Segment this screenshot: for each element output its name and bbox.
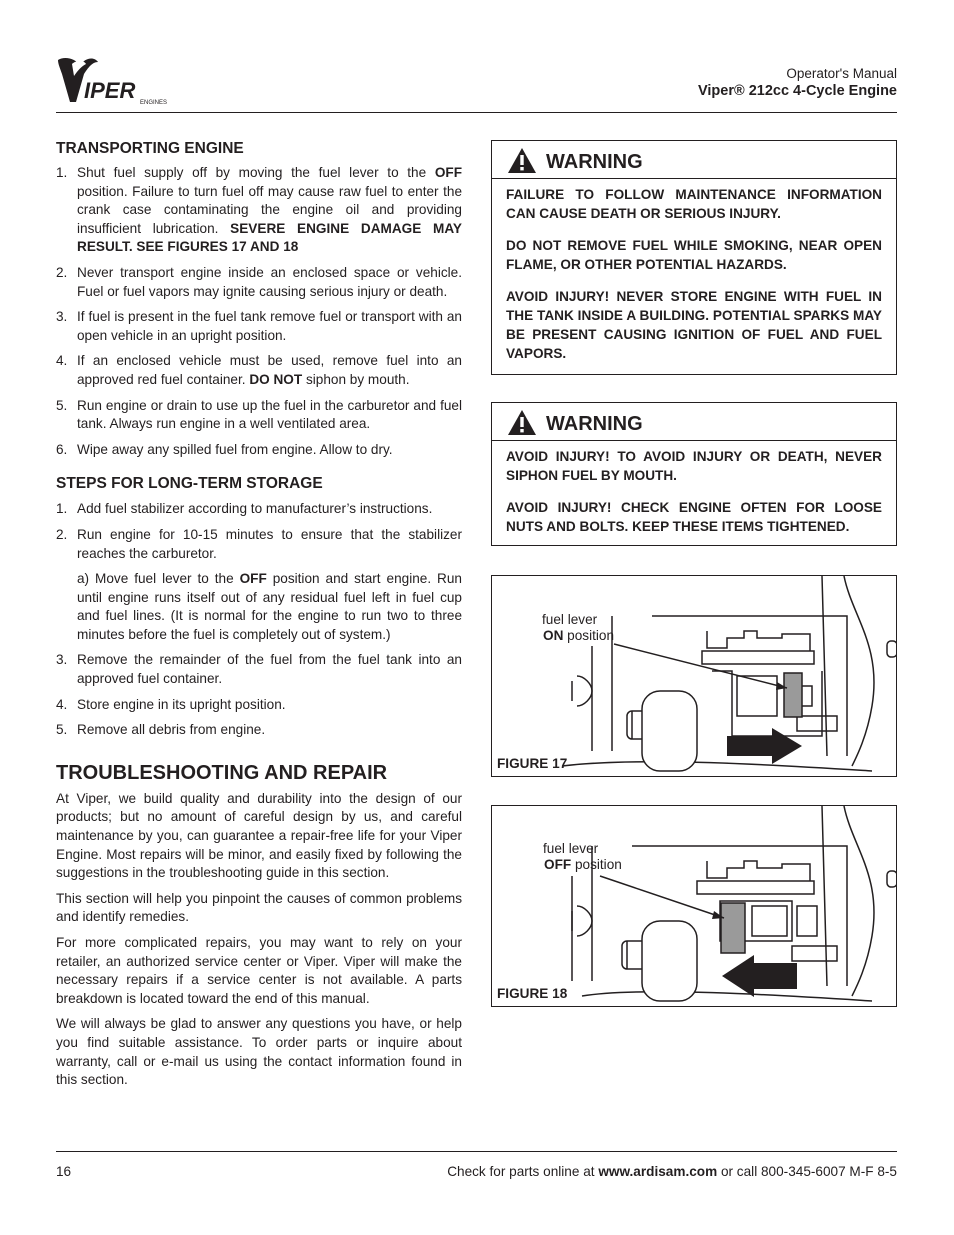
footer-contact: Check for parts online at www.ardisam.com or call 800-345-6007 M-F 8-5	[447, 1164, 897, 1179]
arrow-right-icon	[727, 728, 802, 764]
logo-wordmark: IPER	[84, 78, 136, 103]
arrow-left-icon	[722, 955, 797, 997]
storage-item-1: 1. Add fuel stabilizer according to manufacturer’s instructions.	[56, 501, 433, 517]
warning-text: FAILURE TO FOLLOW MAINTENANCE INFORMATION CAN CAUSE DEATH OR SERIOUS INJURY.	[506, 187, 882, 221]
troubleshooting-paragraph-2: This section will help you pinpoint the causes of common problems and identify remedies.	[56, 890, 462, 925]
troubleshooting-heading: TROUBLESHOOTING AND REPAIR	[56, 761, 388, 784]
viper-logo	[54, 54, 168, 108]
troubleshooting-paragraph-3: For more complicated repairs, you may want to rely on your retailer, an authorized service center or Viper. Viper will make the necessary repairs if a service center is not available. A parts breakdown is located toward the end of this manual.	[56, 935, 462, 1006]
figure-17	[491, 575, 897, 777]
transporting-heading: TRANSPORTING ENGINE	[56, 140, 244, 157]
figure-18-label: fuel lever OFF position	[543, 841, 622, 872]
warning-text: DO NOT REMOVE FUEL WHILE SMOKING, NEAR OPEN FLAME, OR OTHER POTENTIAL HAZARDS.	[506, 238, 882, 272]
left-column	[56, 139, 462, 1090]
callout-line	[600, 876, 724, 918]
page-number: 16	[56, 1164, 72, 1179]
warning-header	[492, 403, 896, 441]
document-header	[698, 66, 897, 101]
warning-text: AVOID INJURY! TO AVOID INJURY OR DEATH, NEVER SIPHON FUEL BY MOUTH.	[506, 449, 882, 483]
troubleshooting-paragraph-4: We will always be glad to answer any questions you have, or help you find suitable assistance. To order parts or inquire about warranty, call or e-mail us using the contact information found in this section.	[56, 1016, 462, 1088]
header-divider	[56, 112, 897, 113]
website-link[interactable]: www.ardisam.com	[598, 1164, 718, 1179]
fuel-lever-off	[721, 903, 745, 953]
warning-text: AVOID INJURY! CHECK ENGINE OFTEN FOR LOOSE NUTS AND BOLTS. KEEP THESE ITEMS TIGHTENED.	[506, 500, 882, 534]
footer-divider	[56, 1151, 897, 1152]
storage-item-4: 4. Store engine in its upright position.	[56, 696, 286, 712]
manual-subtitle: Operator's Manual	[786, 66, 897, 81]
warning-header	[492, 141, 896, 179]
warning-box-2	[491, 402, 897, 546]
transport-item-6: 6. Wipe away any spilled fuel from engine. Allow to dry.	[56, 441, 393, 457]
warning-body	[492, 441, 896, 536]
figure-18	[491, 805, 897, 1007]
warning-label: WARNING	[546, 151, 643, 173]
engine-fuel-lever-off-illustration	[492, 806, 897, 1007]
fuel-lever-on	[784, 673, 802, 717]
transport-item-5: 5. Run engine or drain to use up the fuel in the carburetor and fuel tank. Always run engine in a well ventilated area.	[56, 397, 462, 432]
figure-18-caption: FIGURE 18	[497, 986, 568, 1001]
figure-17-label: fuel lever ON position	[542, 612, 615, 643]
warning-body	[492, 179, 896, 363]
manual-title: Viper® 212cc 4-Cycle Engine	[697, 83, 897, 99]
storage-item-3: 3. Remove the remainder of the fuel from the fuel tank into an approved fuel container.	[56, 652, 462, 687]
transport-item-4: 4. If an enclosed vehicle must be used, remove fuel into an approved red fuel container. DO NOT siphon by mouth.	[56, 353, 462, 387]
warning-box-1	[491, 140, 897, 375]
storage-heading: STEPS FOR LONG-TERM STORAGE	[56, 475, 323, 493]
storage-item-5: 5. Remove all debris from engine.	[56, 722, 266, 738]
warning-triangle-icon	[507, 409, 537, 436]
troubleshooting-paragraph-1: At Viper, we build quality and durability into the design of our products; but no amount of careful design by us, and careful maintenance by you, can guarantee a repair-free life for your Viper Engine. Most repairs will be minor, and easily fixed by following the suggestions in the troubleshooting guide in this section.	[56, 790, 462, 881]
storage-item-2: 2. Run engine for 10-15 minutes to ensure that the stabilizer reaches the carburetor.	[56, 526, 462, 561]
storage-subitem-a: a) Move fuel lever to the OFF position and start engine. Run until engine runs itself out of any residual fuel left in fuel cup and fuel lines. (It is normal for the engine to run two to three minutes before the fuel is completely out of system.)	[77, 571, 462, 642]
transport-item-3: 3. If fuel is present in the fuel tank remove fuel or transport with an open vehicle in an upright position.	[56, 309, 462, 343]
transport-item-2: 2. Never transport engine inside an enclosed space or vehicle. Fuel or fuel vapors may ignite causing serious injury or death.	[56, 264, 462, 299]
transport-item-1: 1. Shut fuel supply off by moving the fuel lever to the OFF position. Failure to turn fuel off may cause raw fuel to enter the crank case contaminating the engine oil and providing insufficient lubrication. SEVERE ENGINE DAMAGE MAY RESULT. SEE FIGURES 17 AND 18	[56, 165, 462, 255]
figure-17-caption: FIGURE 17	[497, 756, 568, 771]
warning-triangle-icon	[507, 147, 537, 174]
engine-fuel-lever-on-illustration	[492, 576, 897, 777]
logo-subtext: ENGINES	[140, 100, 168, 106]
warning-label: WARNING	[546, 413, 643, 435]
warning-text: AVOID INJURY! NEVER STORE ENGINE WITH FUEL IN THE TANK INSIDE A BUILDING. POTENTIAL SPARKS MAY BE PRESENT CAUSING IGNITION OF FUEL AND FUEL VAPORS.	[506, 289, 882, 361]
